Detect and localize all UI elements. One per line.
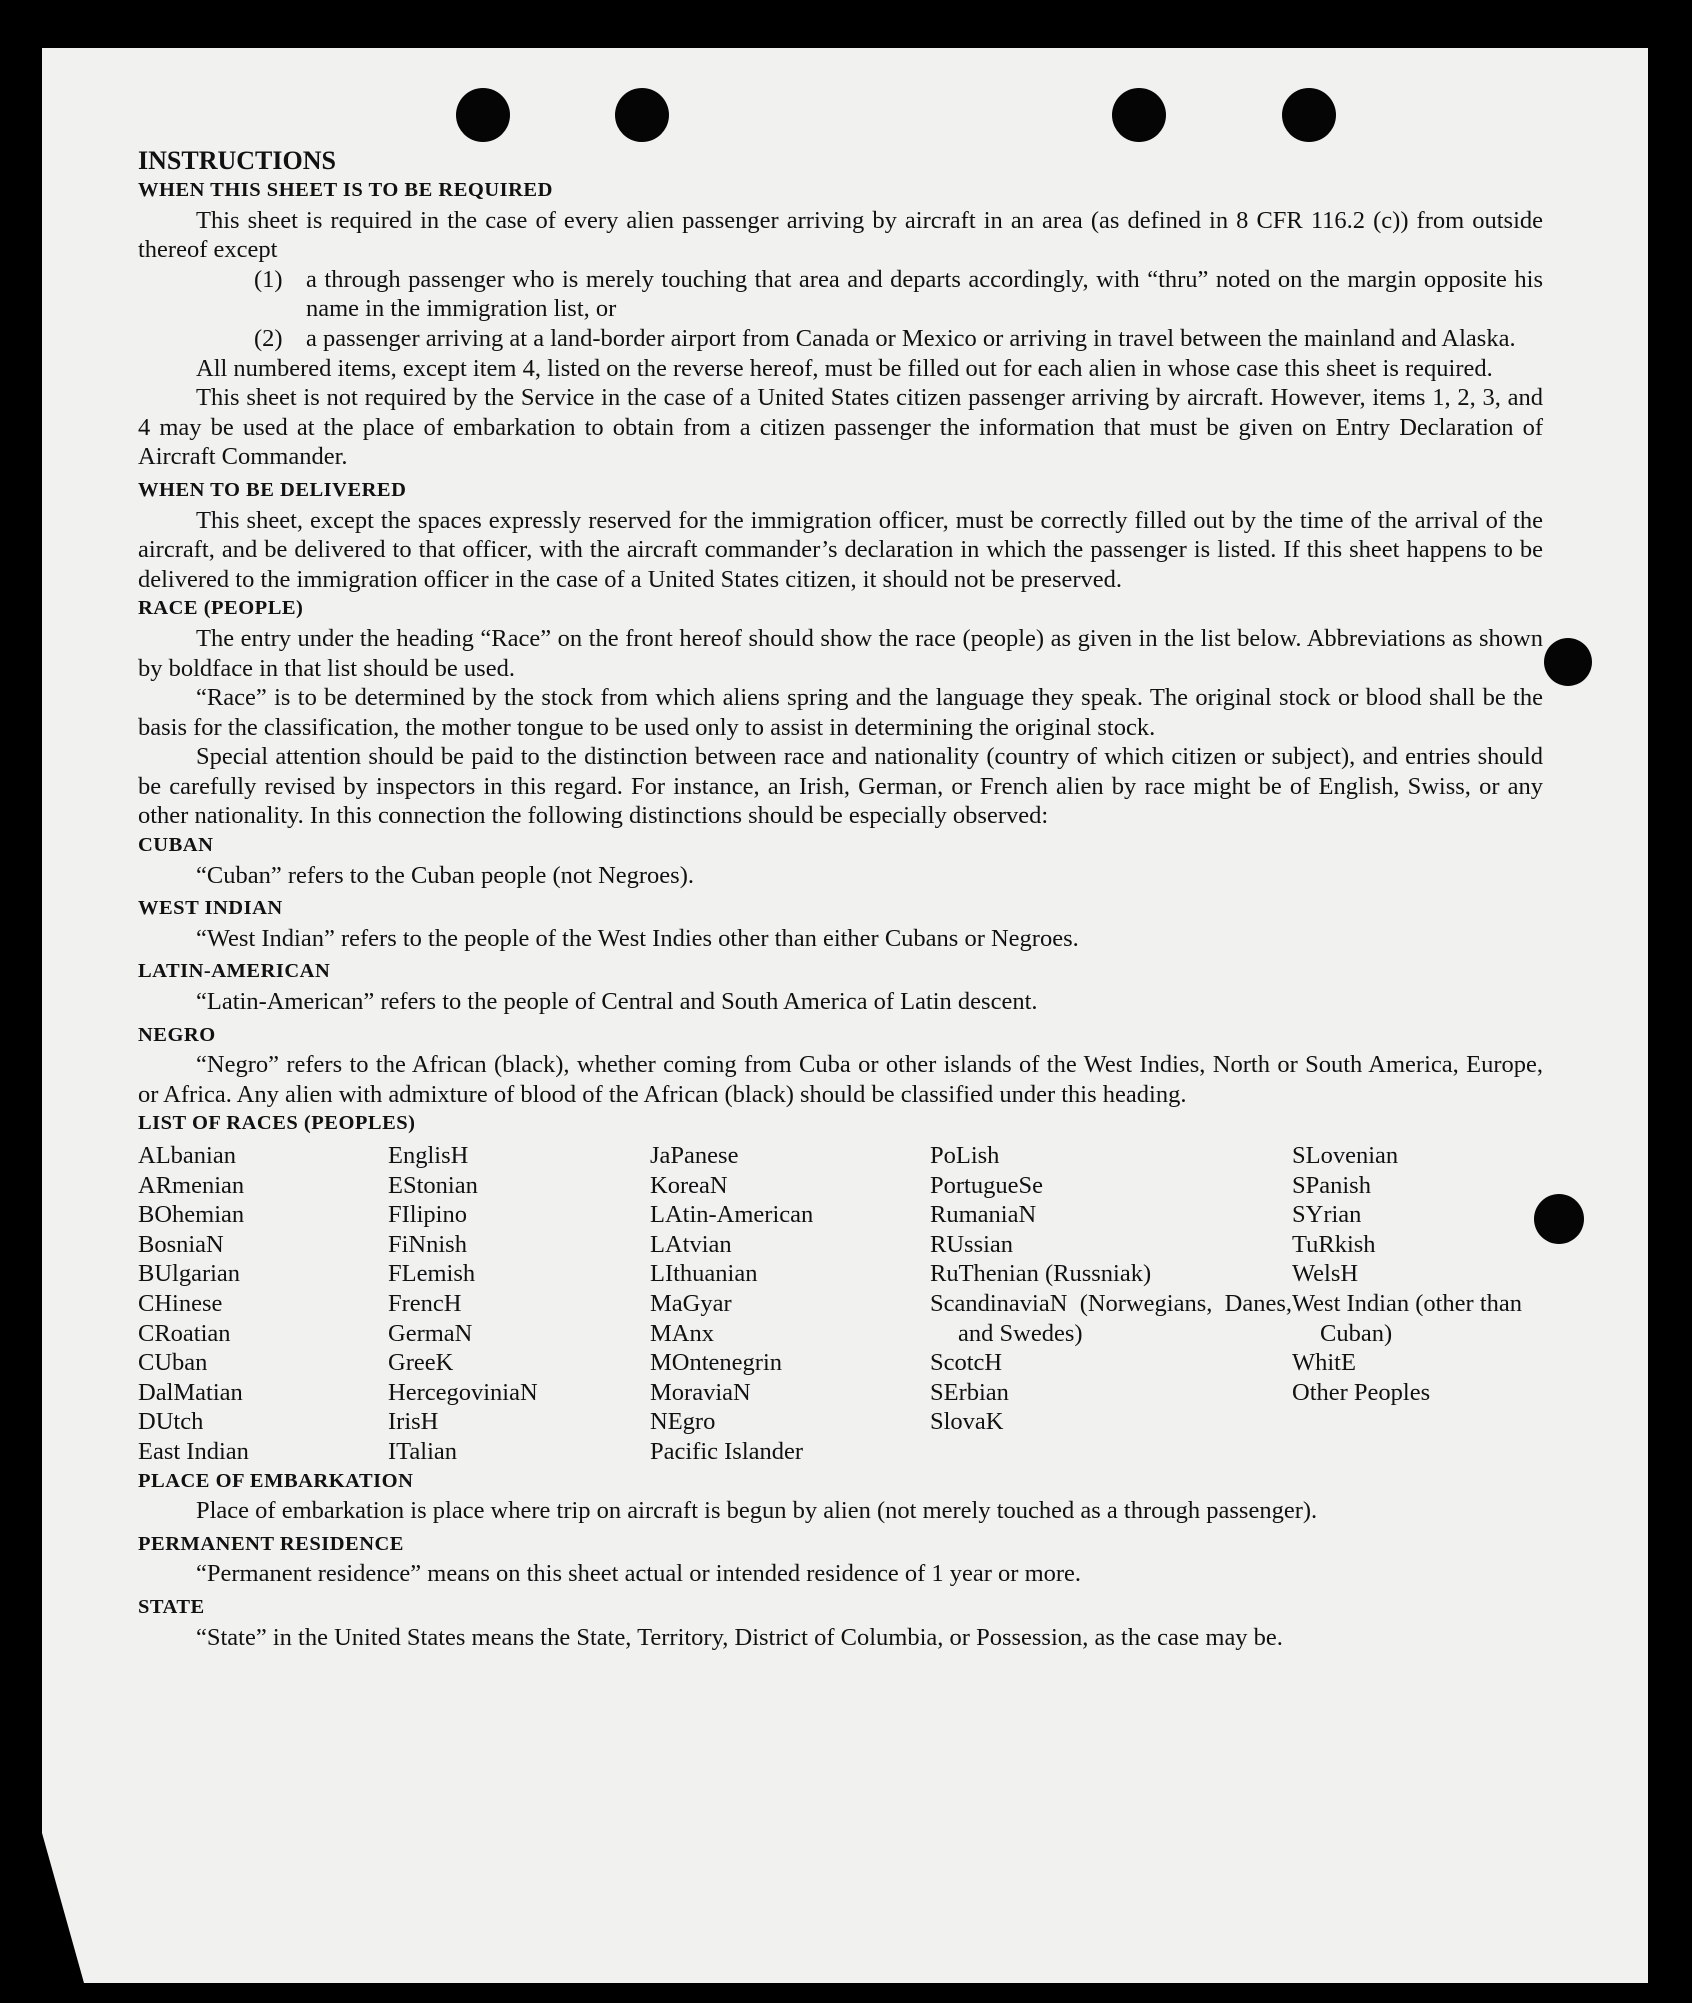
races-column [388, 1141, 650, 1467]
race-entry: East Indian [138, 1437, 249, 1465]
section-heading: PERMANENT RESIDENCE [138, 1532, 404, 1555]
races-column [930, 1141, 1292, 1467]
item-text: a through passenger who is merely touching that area and departs accordingly, with “thru” noted on the margin opposite his name in the immigration list, or [306, 265, 1543, 323]
race-entry: EStonian [388, 1171, 478, 1199]
paragraph: This sheet, except the spaces expressly reserved for the immigration officer, must be correctly filled out by the time of the arrival of the aircraft, and be delivered to that officer, with the aircraft commander’s declaration in which the passenger is listed. If this sheet happens to be delivered to the immigration officer in the case of a United States citizen, it should not be preserved. [138, 506, 1543, 593]
paragraph: Special attention should be paid to the distinction between race and nationality (country of which citizen or subject), and entries should be carefully revised by inspectors in this regard. For instance, an Irish, German, or French alien by race might be of English, Swiss, or any other nationality. In this connection the following distinctions should be especially observed: [138, 743, 1543, 830]
race-entry: West Indian (other than Cuban) [1292, 1289, 1523, 1347]
race-entry: DalMatian [138, 1378, 243, 1406]
punch-hole [1112, 88, 1166, 142]
paragraph: “Cuban” refers to the Cuban people (not Negroes). [196, 861, 694, 889]
list-item [254, 265, 1543, 324]
race-entry: LAtvian [650, 1230, 732, 1258]
race-entry: Pacific Islander [650, 1437, 804, 1465]
paragraph: This sheet is not required by the Service in the case of a United States citizen passenger arriving by aircraft. However, items 1, 2, 3, and 4 may be used at the place of embarkation to obtain from a citizen passenger the information that must be given on Entry Declaration of Aircraft Commander. [138, 384, 1543, 471]
race-entry: LIthuanian [650, 1260, 758, 1288]
race-entry: FIlipino [388, 1201, 467, 1229]
race-entry: RuThenian (Russniak) [930, 1260, 1152, 1288]
punch-hole [615, 88, 669, 142]
section-heading: LIST OF RACES (PEOPLES) [138, 1112, 416, 1135]
races-column [650, 1141, 930, 1467]
race-entry: BUlgarian [138, 1260, 241, 1288]
race-entry: FrencH [388, 1289, 462, 1317]
race-entry: EnglisH [388, 1142, 469, 1169]
race-entry: PortugueSe [930, 1171, 1043, 1199]
instructions-text [138, 146, 1543, 1652]
races-column [138, 1141, 388, 1467]
item-number: (2) [254, 324, 283, 352]
paragraph: “Latin-American” refers to the people of Central and South America of Latin descent. [196, 988, 1038, 1016]
race-entry: ScandinaviaN (Norwegians, Danes, and Swedes) [930, 1289, 1292, 1347]
race-entry: RumaniaN [930, 1201, 1037, 1229]
item-number: (1) [254, 265, 283, 293]
paragraph: This sheet is required in the case of every alien passenger arriving by aircraft in an area (as defined in 8 CFR 116.2 (c)) from outside thereof except [138, 206, 1543, 264]
paragraph: “State” in the United States means the State, Territory, District of Columbia, or Possession, as the case may be. [196, 1623, 1283, 1651]
paragraph: “Negro” refers to the African (black), whether coming from Cuba or other islands of the West Indies, North or South America, Europe, or Africa. Any alien with admixture of blood of the African (black) should be classified under this heading. [138, 1051, 1543, 1108]
section-heading: RACE (PEOPLE) [138, 597, 304, 620]
race-entry: CRoatian [138, 1319, 231, 1347]
race-entry: SErbian [930, 1378, 1009, 1406]
section-heading: NEGRO [138, 1023, 216, 1046]
race-entry: GermaN [388, 1319, 473, 1347]
race-entry: WhitE [1292, 1349, 1356, 1377]
race-entry: ALbanian [138, 1142, 236, 1169]
list-item [254, 324, 1543, 354]
race-entry: ARmenian [138, 1171, 245, 1199]
race-entry: FiNnish [388, 1230, 467, 1258]
section-heading: STATE [138, 1595, 205, 1618]
race-entry: ScotcH [930, 1349, 1003, 1377]
section-heading: WEST INDIAN [138, 897, 283, 920]
race-entry: BOhemian [138, 1201, 245, 1229]
race-entry: IrisH [388, 1408, 439, 1436]
race-entry: MAnx [650, 1319, 714, 1347]
section-heading: WHEN THIS SHEET IS TO BE REQUIRED [138, 179, 553, 201]
race-entry: KoreaN [650, 1171, 728, 1199]
section-heading: WHEN TO BE DELIVERED [138, 478, 407, 501]
race-entry: GreeK [388, 1349, 454, 1377]
item-text: a passenger arriving at a land-border airport from Canada or Mexico or arriving in travel between the mainland and Alaska. [306, 324, 1516, 352]
race-entry: SPanish [1292, 1171, 1371, 1199]
section-heading: LATIN-AMERICAN [138, 960, 331, 983]
race-entry: WelsH [1292, 1260, 1359, 1288]
race-entry: FLemish [388, 1260, 476, 1288]
paragraph: “Race” is to be determined by the stock from which aliens spring and the language they speak. The original stock or blood shall be the basis for the classification, the mother tongue to be used only to assist in determining the original stock. [138, 684, 1543, 741]
race-entry: SLovenian [1292, 1142, 1399, 1169]
paragraph: The entry under the heading “Race” on the front hereof should show the race (people) as given in the list below. Abbreviations as shown by boldface in that list should be used. [138, 624, 1543, 682]
race-entry: MoraviaN [650, 1378, 751, 1406]
race-entry: Other Peoples [1292, 1378, 1431, 1406]
section-heading: CUBAN [138, 834, 214, 857]
punch-hole [1282, 88, 1336, 142]
race-entry: SYrian [1292, 1201, 1362, 1229]
race-entry: BosniaN [138, 1230, 224, 1258]
race-entry: LAtin-American [650, 1201, 814, 1229]
race-entry: CUban [138, 1349, 208, 1377]
race-entry: MOntenegrin [650, 1349, 782, 1377]
page-title: INSTRUCTIONS [138, 146, 336, 175]
race-entry: ITalian [388, 1437, 458, 1465]
race-entry: JaPanese [650, 1142, 739, 1169]
race-entry: PoLish [930, 1142, 1000, 1169]
paragraph: All numbered items, except item 4, listed on the reverse hereof, must be filled out for each alien in whose case this sheet is required. [196, 354, 1493, 382]
section-heading: PLACE OF EMBARKATION [138, 1469, 414, 1492]
race-entry: NEgro [650, 1408, 716, 1436]
race-entry: HercegoviniaN [388, 1378, 538, 1406]
races-list [138, 1141, 1543, 1467]
paragraph: “Permanent residence” means on this sheet actual or intended residence of 1 year or more. [196, 1560, 1082, 1588]
races-column [1292, 1141, 1543, 1467]
race-entry: RUssian [930, 1230, 1014, 1258]
paragraph: Place of embarkation is place where trip on aircraft is begun by alien (not merely touched as a through passenger). [196, 1497, 1318, 1525]
paragraph: “West Indian” refers to the people of the West Indies other than either Cubans or Negroes. [196, 924, 1079, 952]
punch-hole [1544, 638, 1592, 686]
race-entry: MaGyar [650, 1289, 732, 1317]
punch-hole [456, 88, 510, 142]
race-entry: DUtch [138, 1408, 204, 1436]
race-entry: SlovaK [930, 1408, 1004, 1436]
race-entry: TuRkish [1292, 1230, 1376, 1258]
race-entry: CHinese [138, 1289, 223, 1317]
